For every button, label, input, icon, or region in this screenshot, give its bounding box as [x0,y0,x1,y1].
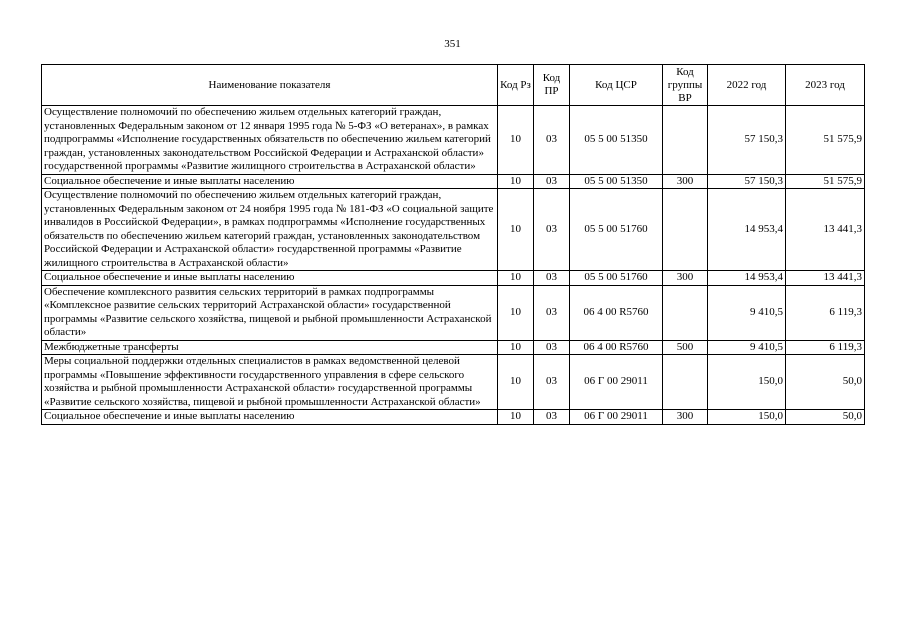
cell-rz: 10 [498,174,534,189]
cell-2023: 13 441,3 [786,271,865,286]
cell-name: Социальное обеспечение и иные выплаты населению [42,410,498,425]
table-row [42,410,865,425]
cell-csr: 05 5 00 51350 [570,106,663,175]
cell-name: Обеспечение комплексного развития сельских территорий в рамках подпрограммы «Комплексное развитие сельских территорий Астраханской области» государственной программы «Развитие сельского хозяйства, пищевой и рыбной промышленности Астраханской области» [42,285,498,340]
cell-2023: 13 441,3 [786,189,865,271]
header-pr: Код ПР [534,65,570,106]
cell-rz: 10 [498,271,534,286]
cell-name: Осуществление полномочий по обеспечению жильем отдельных категорий граждан, установленных Федеральным законом от 12 января 1995 года № 5-ФЗ «О ветеранах», в рамках подпрограммы «Исполнение государственных обязательств по обеспечению жильем категорий граждан, установленных законодательством Российской Федерации и Астраханской области» государственной программы «Развитие жилищного строительства в Астраханской области» [42,106,498,175]
cell-name: Межбюджетные трансферты [42,340,498,355]
cell-pr: 03 [534,189,570,271]
table-row [42,340,865,355]
cell-csr: 05 5 00 51760 [570,271,663,286]
cell-vr [663,355,708,410]
header-name: Наименование показателя [42,65,498,106]
cell-name: Меры социальной поддержки отдельных специалистов в рамках ведомственной целевой программы «Повышение эффективности государственного управления в сфере сельского хозяйства и рыбной промышленности Астраханской области» государственной программы «Развитие сельского хозяйства, пищевой и рыбной промышленности Астраханской области» [42,355,498,410]
cell-2022: 150,0 [708,355,786,410]
cell-pr: 03 [534,340,570,355]
cell-rz: 10 [498,355,534,410]
cell-csr: 06 Г 00 29011 [570,355,663,410]
header-row [42,65,865,106]
budget-table [41,64,865,425]
cell-2022: 14 953,4 [708,189,786,271]
cell-rz: 10 [498,410,534,425]
cell-rz: 10 [498,285,534,340]
cell-rz: 10 [498,189,534,271]
table-row [42,189,865,271]
page-number: 351 [444,38,461,50]
table-row [42,355,865,410]
cell-2023: 50,0 [786,355,865,410]
table-row [42,174,865,189]
cell-pr: 03 [534,355,570,410]
cell-2023: 50,0 [786,410,865,425]
table-row [42,271,865,286]
cell-2022: 9 410,5 [708,340,786,355]
cell-csr: 06 4 00 R5760 [570,340,663,355]
cell-name: Социальное обеспечение и иные выплаты населению [42,174,498,189]
cell-2023: 6 119,3 [786,285,865,340]
cell-2023: 6 119,3 [786,340,865,355]
cell-2022: 57 150,3 [708,174,786,189]
header-2023: 2023 год [786,65,865,106]
cell-2023: 51 575,9 [786,106,865,175]
cell-csr: 05 5 00 51760 [570,189,663,271]
cell-vr [663,285,708,340]
header-rz: Код Рз [498,65,534,106]
cell-vr [663,189,708,271]
cell-vr [663,106,708,175]
cell-name: Осуществление полномочий по обеспечению жильем отдельных категорий граждан, установленных Федеральным законом от 24 ноября 1995 года № 181-ФЗ «О социальной защите инвалидов в Российской Федерации», в рамках подпрограммы «Исполнение государственных обязательств по обеспечению жильем категорий граждан, установленных законодательством Российской Федерации и Астраханской области» государственной программы «Развитие жилищного строительства в Астраханской области» [42,189,498,271]
cell-rz: 10 [498,340,534,355]
cell-vr: 300 [663,410,708,425]
cell-pr: 03 [534,271,570,286]
cell-csr: 06 Г 00 29011 [570,410,663,425]
cell-2022: 9 410,5 [708,285,786,340]
cell-pr: 03 [534,106,570,175]
cell-pr: 03 [534,174,570,189]
header-vr: Код группы ВР [663,65,708,106]
cell-2022: 150,0 [708,410,786,425]
cell-2022: 57 150,3 [708,106,786,175]
header-2022: 2022 год [708,65,786,106]
cell-pr: 03 [534,285,570,340]
table-row [42,285,865,340]
cell-vr: 500 [663,340,708,355]
cell-2022: 14 953,4 [708,271,786,286]
cell-vr: 300 [663,174,708,189]
cell-2023: 51 575,9 [786,174,865,189]
cell-vr: 300 [663,271,708,286]
cell-csr: 05 5 00 51350 [570,174,663,189]
cell-pr: 03 [534,410,570,425]
header-csr: Код ЦСР [570,65,663,106]
cell-csr: 06 4 00 R5760 [570,285,663,340]
table-row [42,106,865,175]
cell-rz: 10 [498,106,534,175]
cell-name: Социальное обеспечение и иные выплаты населению [42,271,498,286]
